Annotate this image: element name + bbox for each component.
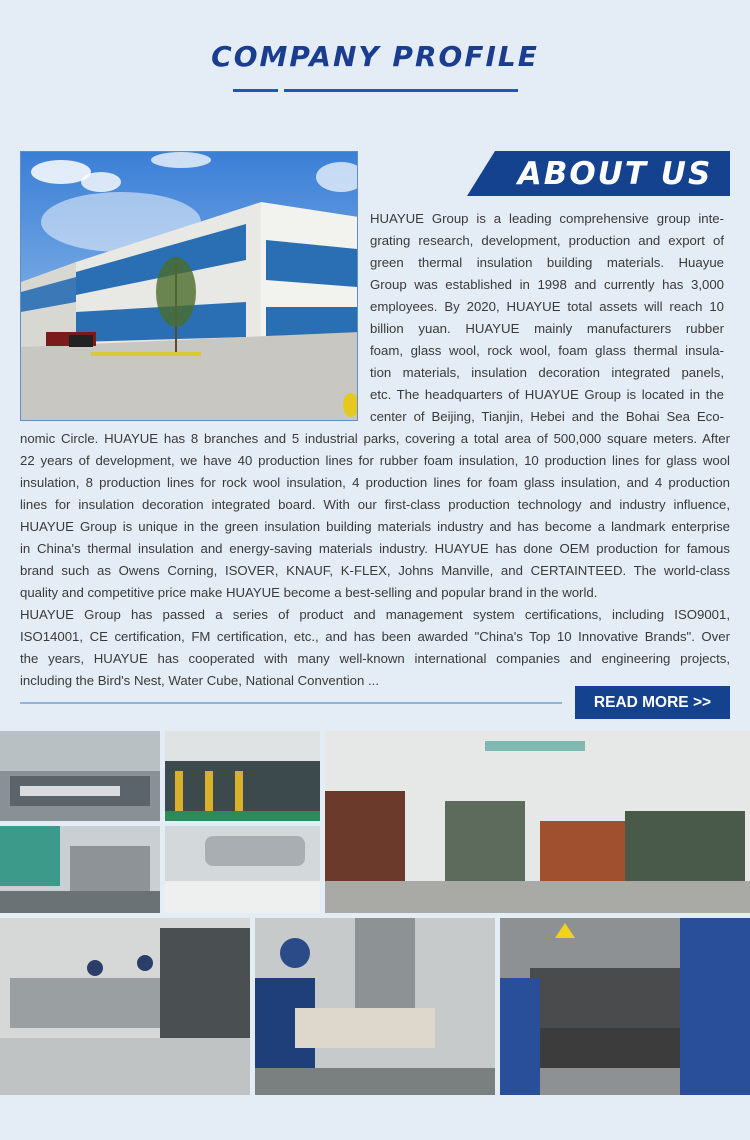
text-line: nomic Circle. HUAYUE has 8 branches and 5 industrial parks, covering a total area of 500,000 square meters. After (20, 431, 730, 446)
about-us-heading: ABOUT US (517, 156, 713, 192)
text-line: 22 years of development, we have 40 production lines for rubber foam insulation, 10 production lines for glass wool (20, 453, 730, 468)
factory-photo-7 (255, 918, 495, 1095)
headquarters-photo (20, 151, 358, 421)
factory-photo-5 (325, 731, 750, 913)
text-line: Group was established in 1998 and currently has 3,000 (370, 277, 724, 292)
text-line: billion yuan. HUAYUE mainly manufacturers rubber (370, 321, 724, 336)
text-line: insulation, 8 production lines for rock wool insulation, 4 production lines for foam glass insulation, and 4 production (20, 475, 730, 490)
text-line: foam, glass wool, rock wool, foam glass thermal insula- (370, 343, 724, 358)
text-line: employees. By 2020, HUAYUE total assets will reach 10 (370, 299, 724, 314)
factory-photo-6 (0, 918, 250, 1095)
page-title: COMPANY PROFILE (211, 40, 539, 73)
text-line: center of Beijing, Tianjin, Hebei and the Bohai Sea Eco- (370, 409, 724, 424)
about-text-certifications (20, 604, 730, 692)
text-line: etc. The headquarters of HUAYUE Group is located in the (370, 387, 724, 402)
text-line: quality and competitive price make HUAYUE become a best-selling and popular brand in the world. (20, 585, 598, 600)
text-line: including the Bird's Nest, Water Cube, National Convention ... (20, 673, 380, 688)
text-line: grating research, development, production and export of (370, 233, 724, 248)
factory-photo-1 (0, 731, 160, 821)
title-underline-left (233, 89, 278, 92)
title-underline-right (284, 89, 518, 92)
divider (20, 702, 562, 704)
factory-photo-4 (165, 826, 320, 913)
text-line: brand such as Owens Corning, ISOVER, KNAUF, K-FLEX, Johns Manville, and CERTAINTEED. The world-class (20, 563, 730, 578)
text-line: tion materials, insulation decoration integrated panels, (370, 365, 724, 380)
text-line: in China's thermal insulation and energy-saving materials industry. HUAYUE has done OEM production for famous (20, 541, 730, 556)
factory-photo-3 (0, 826, 160, 913)
text-line: HUAYUE Group has passed a series of product and management system certifications, including ISO9001, (20, 607, 730, 622)
read-more-button[interactable]: READ MORE >> (575, 686, 730, 719)
text-line: the years, HUAYUE has cooperated with many well-known international companies and engineering projects, (20, 651, 730, 666)
text-line: ISO14001, CE certification, FM certification, etc., and has been awarded "China's Top 10 Innovative Brands". Over (20, 629, 730, 644)
about-text-wide (20, 428, 730, 604)
text-line: green thermal insulation building materials. Huayue (370, 255, 724, 270)
factory-photo-2 (165, 731, 320, 821)
about-us-banner (467, 151, 730, 196)
text-line: lines for insulation decoration integrated board. With our first-class production technology and industry influence, (20, 497, 730, 512)
text-line: HUAYUE Group is a leading comprehensive group inte- (370, 211, 724, 226)
text-line: HUAYUE Group is unique in the green insulation building materials industry and has become a landmark enterprise (20, 519, 730, 534)
about-text-narrow (370, 208, 724, 428)
factory-photo-8 (500, 918, 750, 1095)
